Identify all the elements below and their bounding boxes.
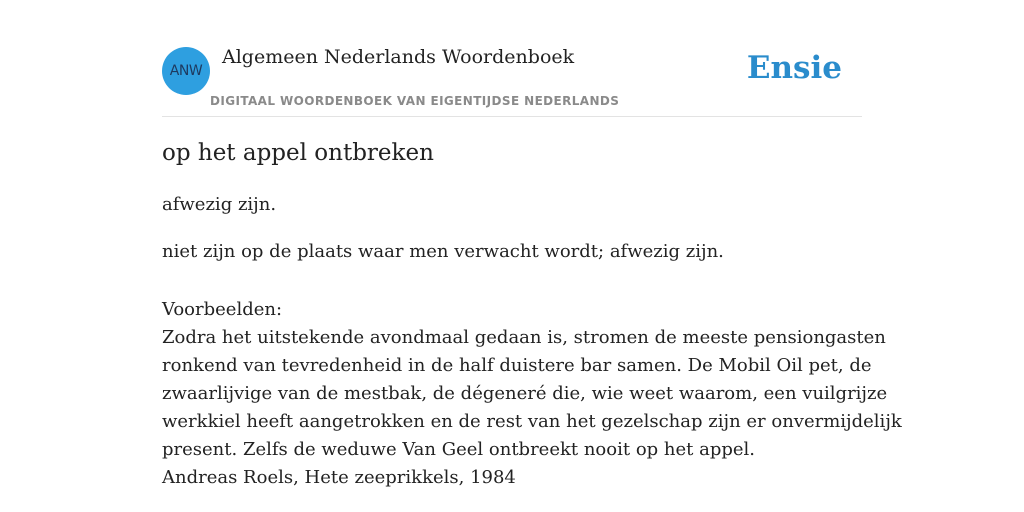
examples-section [162,296,902,492]
entry-term: op het appel ontbreken [162,140,434,166]
anw-logo-text: ANW [169,63,203,79]
site-title[interactable]: Algemeen Nederlands Woordenboek [222,46,575,68]
examples-label: Voorbeelden: [162,299,283,320]
example-line: Zodra het uitstekende avondmaal gedaan is, stromen de meeste pensiongasten [162,327,886,348]
site-subtitle: DIGITAAL WOORDENBOEK VAN EIGENTIJDSE NEDERLANDS [210,94,620,108]
example-source: Andreas Roels, Hete zeeprikkels, 1984 [162,467,516,488]
page [162,0,902,512]
short-definition: afwezig zijn. [162,194,277,215]
site-header [162,0,862,117]
example-line: present. Zelfs de weduwe Van Geel ontbreekt nooit op het appel. [162,439,756,460]
example-line: werkkiel heeft aangetrokken en de rest van het gezelschap zijn er onvermijdelijk [162,411,902,432]
anw-logo[interactable] [162,47,210,95]
ensie-brand-link[interactable]: Ensie [746,50,842,86]
example-line: ronkend van tevredenheid in de half duistere bar samen. De Mobil Oil pet, de [162,355,872,376]
long-definition: niet zijn op de plaats waar men verwacht wordt; afwezig zijn. [162,241,724,262]
example-line: zwaarlijvige van de mestbak, de dégeneré die, wie weet waarom, een vuilgrijze [162,383,888,404]
